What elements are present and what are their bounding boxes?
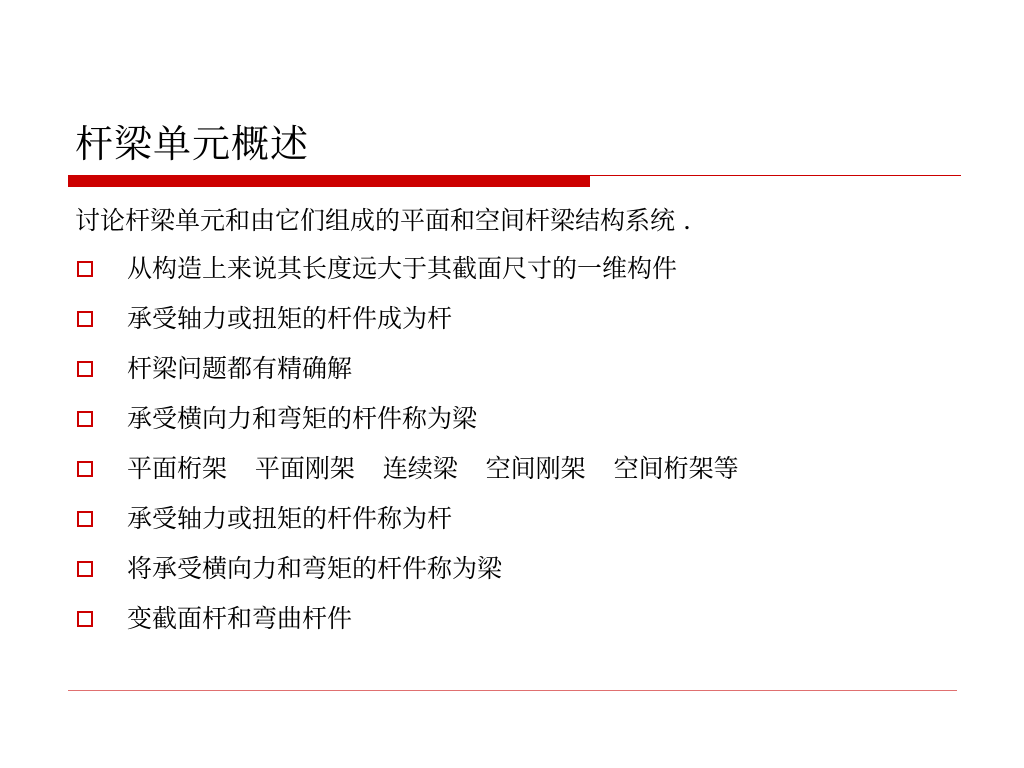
bullet-text: 从构造上来说其长度远大于其截面尺寸的一维构件	[127, 254, 678, 283]
hollow-square-icon	[77, 461, 93, 477]
bullet-text: 承受轴力或扭矩的杆件成为杆	[127, 304, 453, 333]
bullet-text: 平面桁架 平面刚架 连续梁 空间刚架 空间桁架等	[127, 454, 739, 483]
footer-divider	[68, 690, 957, 691]
bullet-text: 杆梁问题都有精确解	[127, 354, 353, 383]
hollow-square-icon	[77, 361, 93, 377]
intro-text: 讨论杆梁单元和由它们组成的平面和空间杆梁结构系统 .	[75, 206, 691, 235]
bullet-text: 变截面杆和弯曲杆件	[127, 604, 353, 633]
hollow-square-icon	[77, 261, 93, 277]
bullet-text: 承受横向力和弯矩的杆件称为梁	[127, 404, 478, 433]
hollow-square-icon	[77, 311, 93, 327]
hollow-square-icon	[77, 561, 93, 577]
bullet-text: 将承受横向力和弯矩的杆件称为梁	[127, 554, 503, 583]
title-underline-thin	[590, 175, 961, 176]
bullet-text: 承受轴力或扭矩的杆件称为杆	[127, 504, 453, 533]
hollow-square-icon	[77, 511, 93, 527]
hollow-square-icon	[77, 611, 93, 627]
hollow-square-icon	[77, 411, 93, 427]
title-underline-thick	[68, 175, 590, 187]
slide-title: 杆梁单元概述	[75, 122, 310, 166]
